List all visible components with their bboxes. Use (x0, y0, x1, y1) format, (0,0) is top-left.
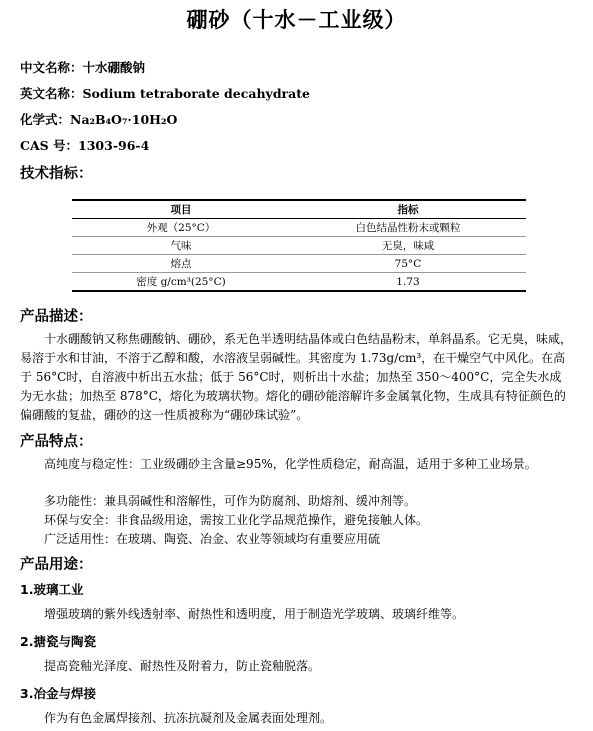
use-title: 1.玻璃工业 (20, 582, 84, 597)
spec-table (72, 199, 526, 292)
feature-item: 环保与安全：非食品级用途，需按工业化学品规范操作，避免接触人体。 (44, 513, 429, 527)
table-cell: 75°C (290, 255, 526, 273)
spec-header-row (72, 200, 526, 219)
features-heading: 产品特点： (20, 434, 93, 450)
table-row (72, 237, 526, 255)
english-name-value: Sodium tetraborate decahydrate (82, 86, 310, 101)
formula-value: Na₂B₄O₇·10H₂O (70, 112, 178, 127)
chinese-name-field (20, 58, 145, 76)
table-cell: 外观（25°C） (72, 219, 290, 237)
cas-value: 1303-96-4 (78, 138, 150, 153)
english-name-label: 英文名称： (20, 86, 83, 101)
table-cell: 1.73 (290, 273, 526, 292)
spec-heading: 技术指标： (20, 166, 93, 182)
page-title: 硼砂（十水－工业级） (186, 8, 407, 32)
cas-field (20, 136, 149, 154)
use-title: 3.冶金与焊接 (20, 686, 96, 701)
description-text: 十水硼酸钠又称焦硼酸钠、硼砂，系无色半透明结晶体或白色结晶粉末，单斜晶系。它无臭，味咸，易溶于水和甘油，不溶于乙醇和酸，水溶液呈弱碱性。其密度为 1.73g/cm³，在干燥空气中风化。在高于 56°C时，自溶液中析出五水盐；低于 56°C时，则析出十水盐；加热至 350～400°C，完全失水成为无水盐；加热至 878°C，熔化为玻璃状物。熔化的硼砂能溶解许多金属氧化物，生成具有特征颜色的偏硼酸的复盐，硼砂的这一性质被称为“硼砂珠试验”。 (20, 332, 573, 422)
chinese-name-value: 十水硼酸钠 (82, 60, 146, 75)
spec-header-value: 指标 (290, 200, 526, 219)
table-row (72, 273, 526, 292)
feature-item: 广泛适用性：在玻璃、陶瓷、冶金、农业等领域均有重要应用硫 (44, 532, 381, 546)
table-row (72, 255, 526, 273)
table-cell: 熔点 (72, 255, 290, 273)
table-row (72, 219, 526, 237)
uses-heading: 产品用途： (20, 557, 93, 573)
formula-label: 化学式： (20, 112, 71, 127)
use-text: 作为有色金属焊接剂、抗冻抗凝剂及金属表面处理剂。 (44, 711, 333, 725)
use-title: 2.搪瓷与陶瓷 (20, 634, 96, 649)
feature-item: 高纯度与稳定性：工业级硼砂主含量≥95%，化学性质稳定，耐高温，适用于多种工业场景。 (44, 457, 537, 471)
table-cell: 密度 g/cm³(25°C) (72, 273, 290, 292)
spec-header-item: 项目 (72, 200, 290, 219)
formula-field (20, 110, 177, 128)
chinese-name-label: 中文名称： (20, 60, 83, 75)
description-heading: 产品描述： (20, 309, 93, 325)
table-cell: 白色结晶性粉末或颗粒 (290, 219, 526, 237)
english-name-field (20, 84, 310, 102)
table-cell: 无臭，味咸 (290, 237, 526, 255)
table-cell: 气味 (72, 237, 290, 255)
use-text: 增强玻璃的紫外线透射率、耐热性和透明度，用于制造光学玻璃、玻璃纤维等。 (44, 607, 465, 621)
use-text: 提高瓷釉光泽度、耐热性及附着力，防止瓷釉脱落。 (44, 659, 321, 673)
cas-label: CAS 号： (20, 138, 79, 153)
feature-item: 多功能性：兼具弱碱性和溶解性，可作为防腐剂、助熔剂、缓冲剂等。 (44, 494, 417, 508)
